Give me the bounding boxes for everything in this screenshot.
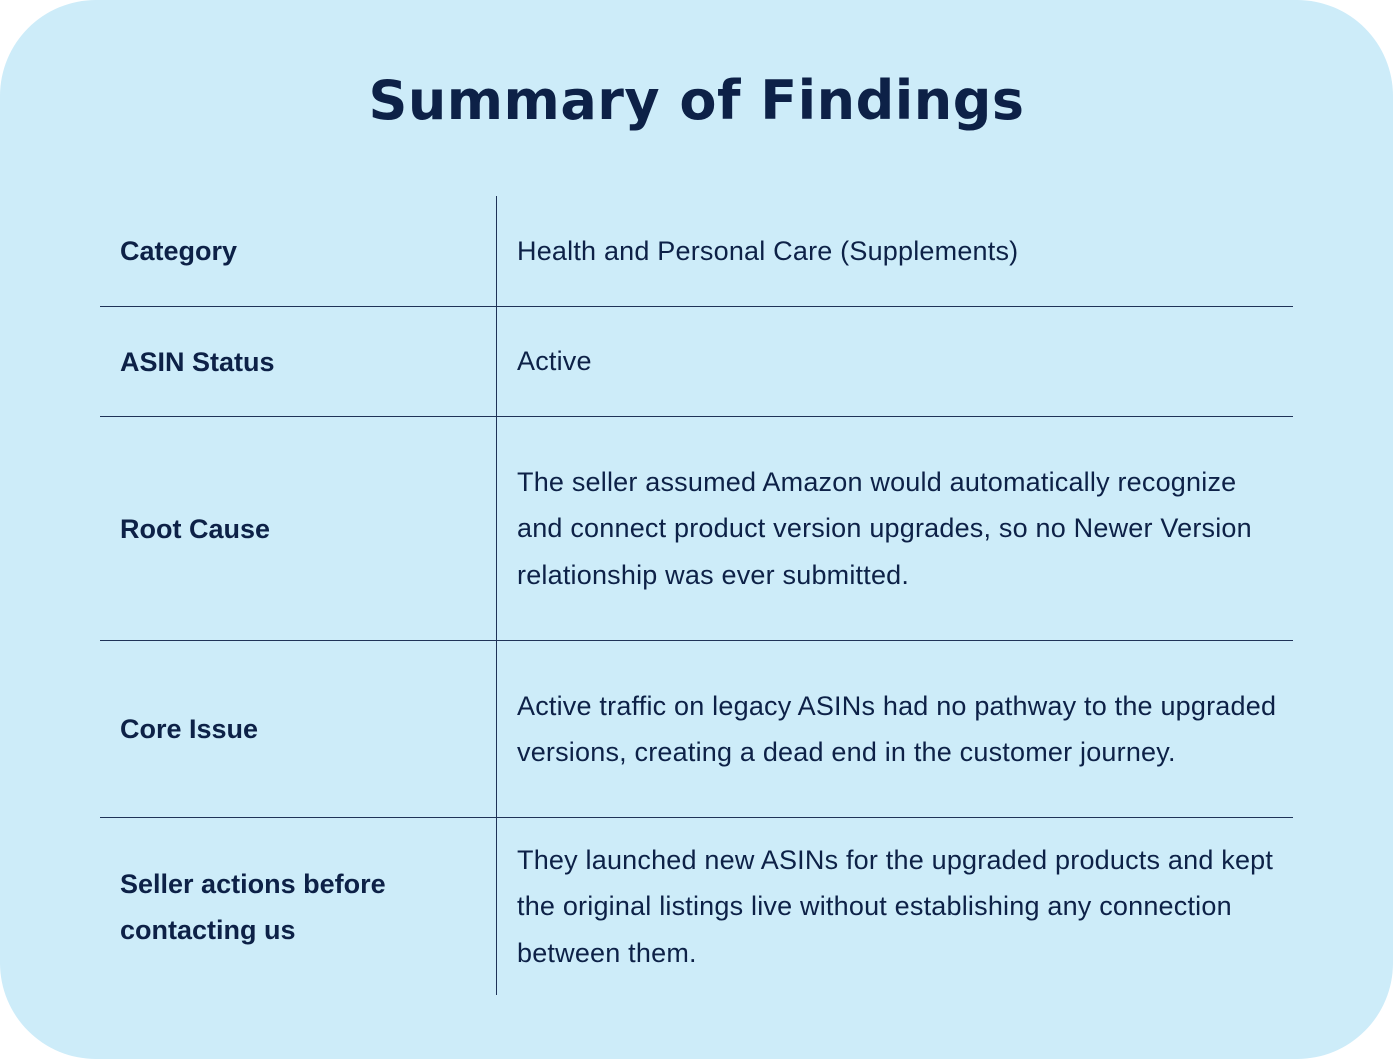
row-value: They launched new ASINs for the upgraded products and kept the original listings live without establishing any connection between them. — [517, 844, 1274, 968]
findings-table — [100, 196, 1293, 995]
row-label: Category — [100, 196, 497, 306]
row-label: Core Issue — [100, 641, 497, 817]
table-row-root-cause — [100, 416, 1293, 640]
row-label: Seller actions before contacting us — [100, 818, 497, 995]
row-value: Active traffic on legacy ASINs had no pathway to the upgraded versions, creating a dead end in the customer journey. — [517, 690, 1277, 767]
table-row-category — [100, 196, 1293, 306]
row-value: Active — [517, 346, 592, 377]
page-title: Summary of Findings — [368, 69, 1025, 132]
row-label: Root Cause — [100, 417, 497, 640]
row-value: Health and Personal Care (Supplements) — [517, 235, 1019, 266]
table-row-seller-actions — [100, 817, 1293, 995]
table-row-core-issue — [100, 640, 1293, 817]
table-row-asin-status — [100, 306, 1293, 416]
row-label: ASIN Status — [100, 307, 497, 416]
row-value: The seller assumed Amazon would automatically recognize and connect product version upgrades, so no Newer Version relationship was ever submitted. — [517, 466, 1252, 590]
